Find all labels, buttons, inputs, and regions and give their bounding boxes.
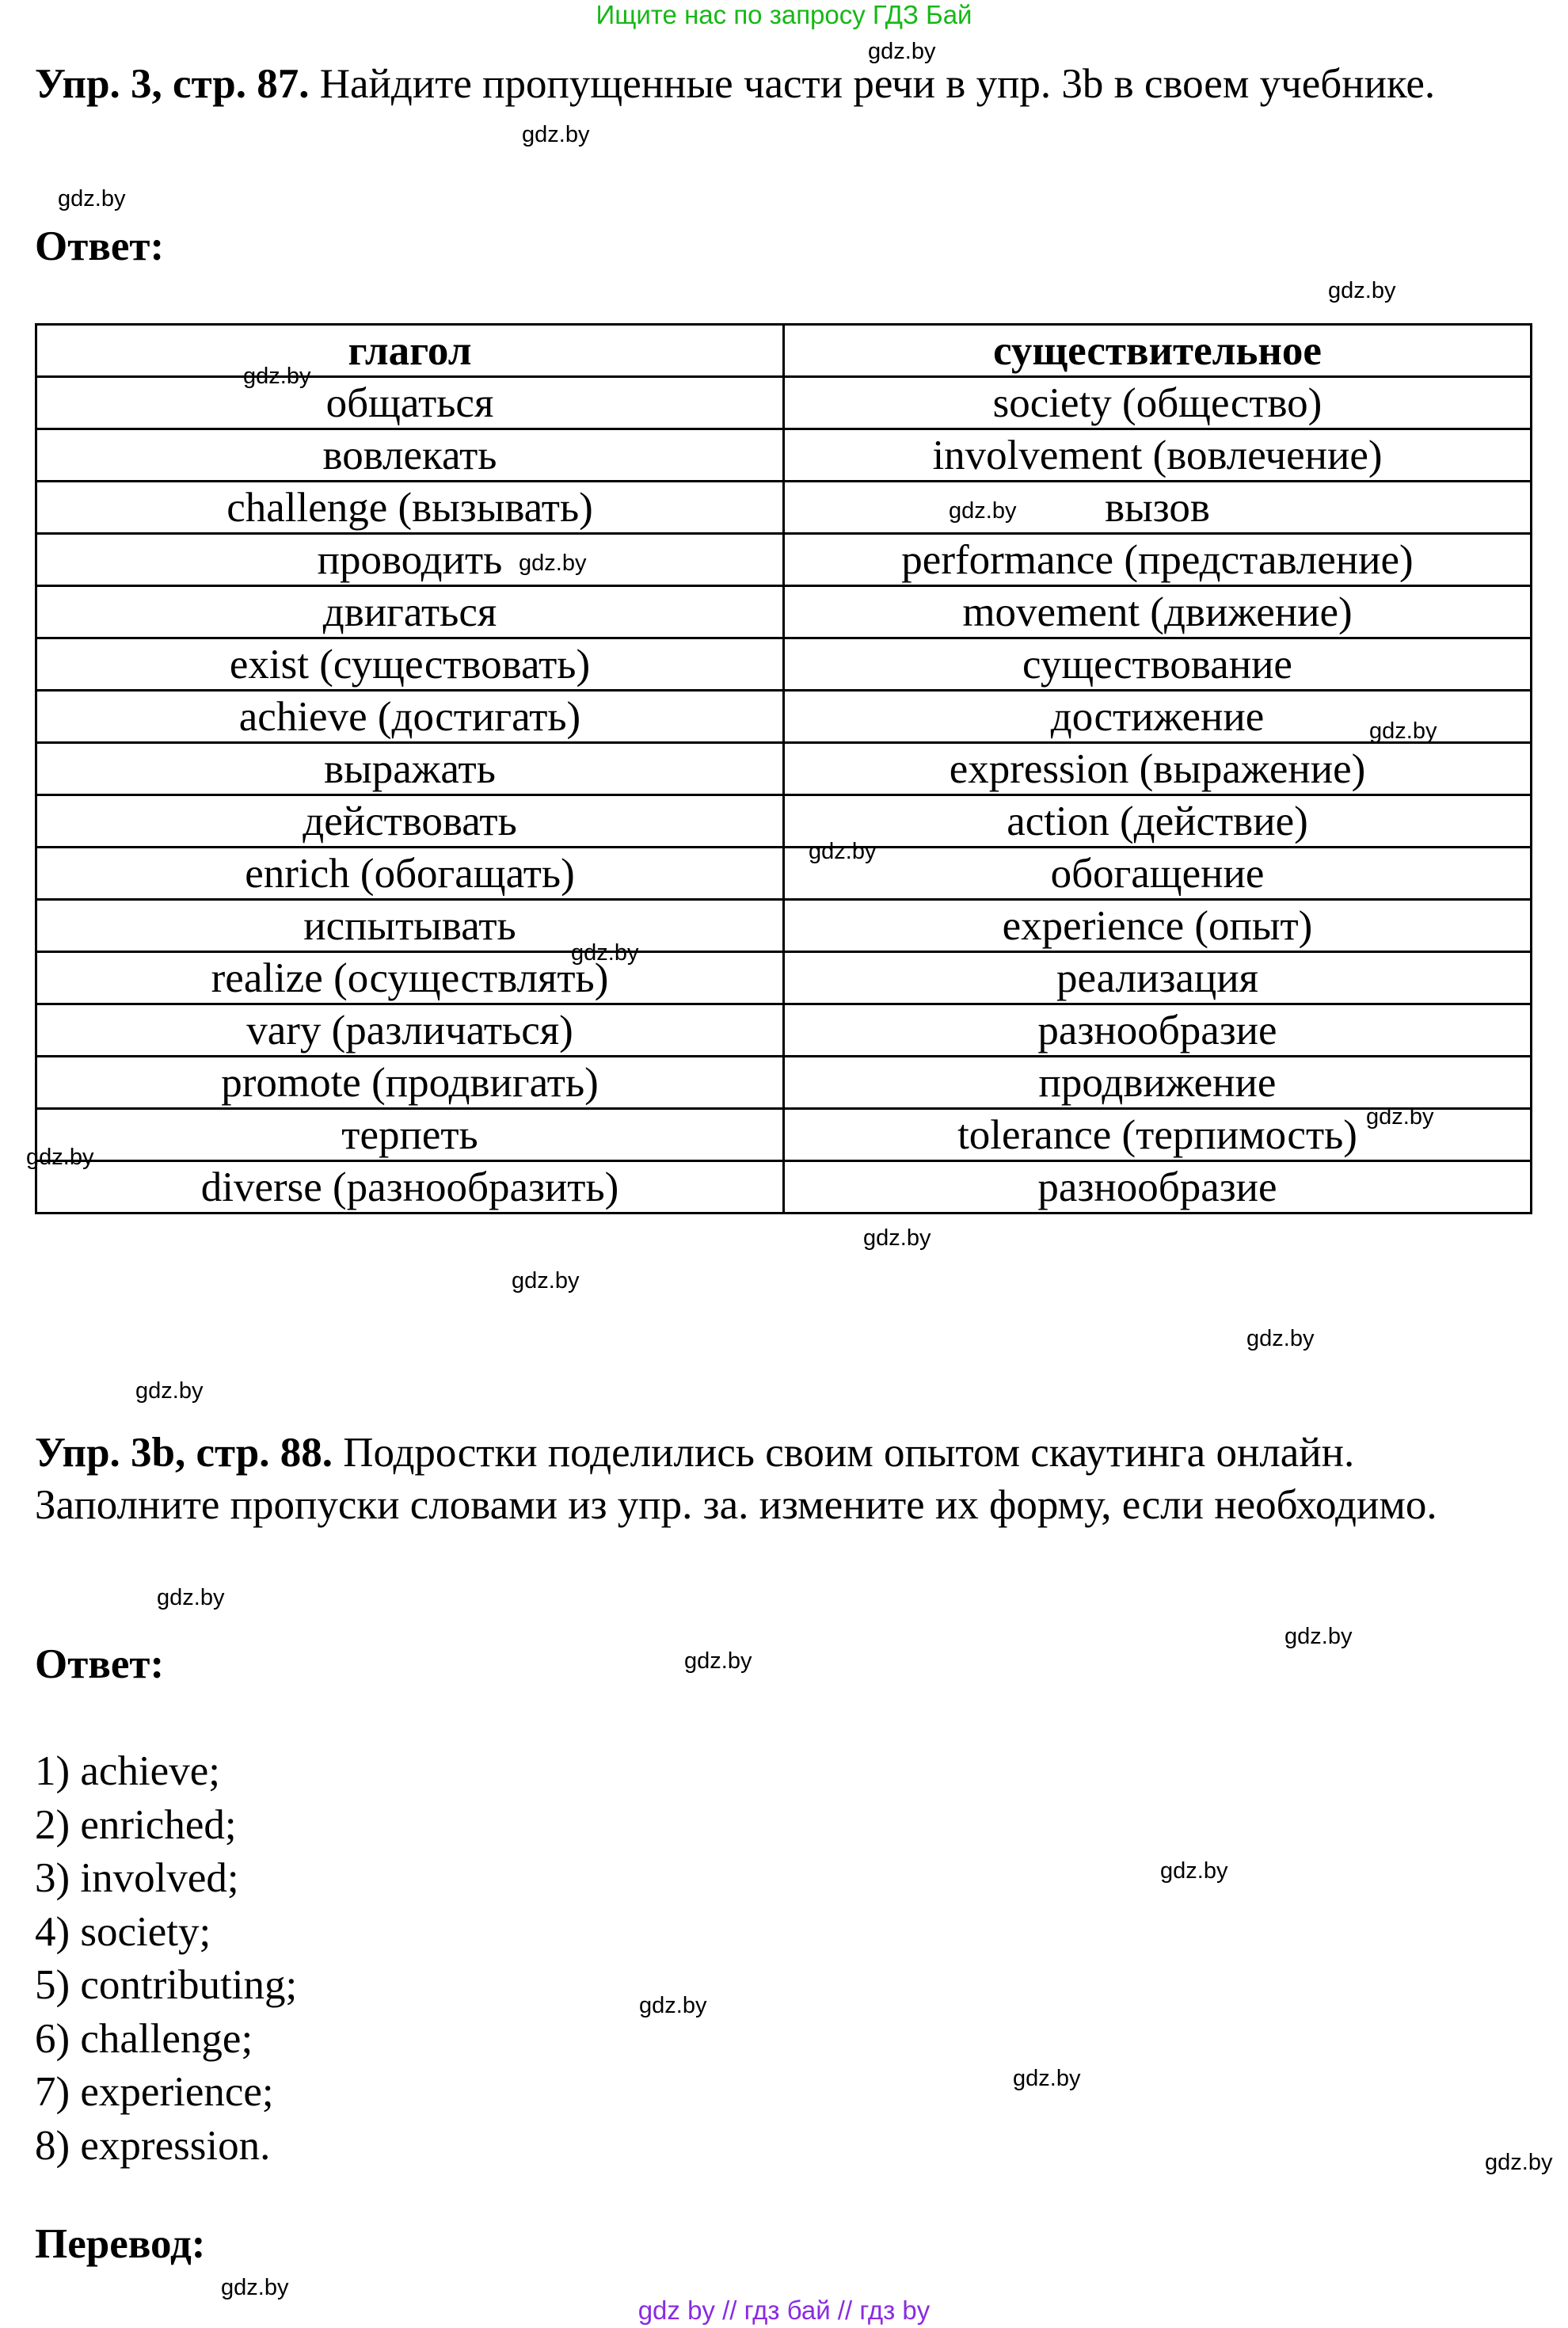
list-item: 4) society; bbox=[35, 1908, 211, 1955]
noun-cell: разнообразие bbox=[784, 1161, 1532, 1214]
watermark: gdz.by bbox=[26, 1145, 94, 1170]
verb-cell: vary (различаться) bbox=[36, 1004, 784, 1057]
list-item: 6) challenge; bbox=[35, 2015, 253, 2062]
header-noun: существительное bbox=[784, 325, 1532, 377]
watermark: gdz.by bbox=[1246, 1326, 1315, 1351]
watermark: gdz.by bbox=[1160, 1858, 1228, 1884]
noun-cell: достижение bbox=[784, 691, 1532, 743]
table-row bbox=[36, 1004, 1532, 1057]
exercise-1-title: Упр. 3, стр. 87. bbox=[35, 61, 310, 107]
verb-cell: promote (продвигать) bbox=[36, 1057, 784, 1109]
exercise-1-statement bbox=[35, 58, 1539, 110]
watermark: gdz.by bbox=[58, 186, 126, 211]
list-item: 7) experience; bbox=[35, 2069, 274, 2115]
verb-cell: challenge (вызывать) bbox=[36, 482, 784, 534]
noun-cell: experience (опыт) bbox=[784, 900, 1532, 952]
list-item: 3) involved; bbox=[35, 1855, 239, 1901]
watermark: gdz.by bbox=[1013, 2066, 1081, 2091]
exercise-1-text: Найдите пропущенные части речи в упр. 3b в своем учебнике. bbox=[319, 61, 1436, 107]
bottom-links[interactable]: gdz by // гдз бай // гдз by bbox=[637, 2296, 931, 2325]
noun-cell: обогащение bbox=[784, 848, 1532, 900]
watermark: gdz.by bbox=[512, 1268, 580, 1294]
exercise-2-title: Упр. 3b, стр. 88. bbox=[35, 1430, 333, 1476]
noun-cell: society (общество) bbox=[784, 377, 1532, 429]
watermark: gdz.by bbox=[868, 39, 936, 64]
watermark: gdz.by bbox=[522, 122, 590, 147]
table-row bbox=[36, 534, 1532, 586]
verb-cell: проводить bbox=[36, 534, 784, 586]
noun-cell: разнообразие bbox=[784, 1004, 1532, 1057]
noun-cell: реализация bbox=[784, 952, 1532, 1004]
exercise-2-statement bbox=[35, 1427, 1539, 1531]
table-row bbox=[36, 1161, 1532, 1214]
watermark: gdz.by bbox=[135, 1378, 204, 1404]
watermark: gdz.by bbox=[571, 940, 639, 966]
watermark: gdz.by bbox=[949, 498, 1017, 524]
noun-cell: action (действие) bbox=[784, 795, 1532, 848]
verb-cell: терпеть bbox=[36, 1109, 784, 1161]
verb-cell: realize (осуществлять) bbox=[36, 952, 784, 1004]
watermark: gdz.by bbox=[1485, 2150, 1553, 2175]
watermark: gdz.by bbox=[809, 839, 877, 864]
table-row bbox=[36, 586, 1532, 638]
table-row bbox=[36, 482, 1532, 534]
watermark: gdz.by bbox=[639, 1993, 707, 2018]
noun-cell: performance (представление) bbox=[784, 534, 1532, 586]
translation-label: Перевод: bbox=[35, 2221, 206, 2267]
noun-cell: movement (движение) bbox=[784, 586, 1532, 638]
table-row bbox=[36, 795, 1532, 848]
exercise-2-text: Подростки поделились своим опытом скаутинга онлайн. Заполните пропуски словами из упр. за. измените их форму, если необходимо. bbox=[35, 1430, 1437, 1528]
table-row bbox=[36, 1057, 1532, 1109]
watermark: gdz.by bbox=[157, 1585, 225, 1610]
list-item: 5) contributing; bbox=[35, 1962, 298, 2008]
table-row bbox=[36, 848, 1532, 900]
watermark: gdz.by bbox=[1369, 718, 1437, 744]
verb-cell: diverse (разнообразить) bbox=[36, 1161, 784, 1214]
watermark: gdz.by bbox=[243, 364, 311, 389]
watermark: gdz.by bbox=[221, 2275, 289, 2300]
table-row bbox=[36, 952, 1532, 1004]
verb-cell: испытывать bbox=[36, 900, 784, 952]
table-row bbox=[36, 900, 1532, 952]
table-row bbox=[36, 429, 1532, 482]
watermark: gdz.by bbox=[684, 1648, 752, 1674]
exercise-1-answer-label: Ответ: bbox=[35, 223, 165, 269]
verb-cell: exist (существовать) bbox=[36, 638, 784, 691]
watermark: gdz.by bbox=[1366, 1104, 1434, 1130]
watermark: gdz.by bbox=[1328, 278, 1396, 303]
list-item: 8) expression. bbox=[35, 2122, 271, 2169]
noun-cell: tolerance (терпимость) bbox=[784, 1109, 1532, 1161]
watermark: gdz.by bbox=[519, 551, 587, 576]
noun-cell: продвижение bbox=[784, 1057, 1532, 1109]
table-row bbox=[36, 691, 1532, 743]
noun-cell: вызов bbox=[784, 482, 1532, 534]
list-item: 2) enriched; bbox=[35, 1801, 237, 1848]
watermark: gdz.by bbox=[863, 1225, 931, 1251]
verb-cell: двигаться bbox=[36, 586, 784, 638]
noun-cell: involvement (вовлечение) bbox=[784, 429, 1532, 482]
table-row bbox=[36, 638, 1532, 691]
verb-cell: achieve (достигать) bbox=[36, 691, 784, 743]
answers-list bbox=[35, 1745, 297, 2173]
table-row bbox=[36, 743, 1532, 795]
header-verb: глагол bbox=[36, 325, 784, 377]
top-search-banner[interactable]: Ищите нас по запросу ГДЗ Бай bbox=[596, 0, 972, 29]
noun-cell: expression (выражение) bbox=[784, 743, 1532, 795]
table-row bbox=[36, 1109, 1532, 1161]
list-item: 1) achieve; bbox=[35, 1748, 220, 1794]
verb-cell: выражать bbox=[36, 743, 784, 795]
exercise-2-answer-label: Ответ: bbox=[35, 1641, 165, 1687]
verb-cell: вовлекать bbox=[36, 429, 784, 482]
parts-of-speech-table bbox=[35, 323, 1532, 1214]
verb-cell: общаться bbox=[36, 377, 784, 429]
verb-cell: enrich (обогащать) bbox=[36, 848, 784, 900]
verb-cell: действовать bbox=[36, 795, 784, 848]
watermark: gdz.by bbox=[1284, 1624, 1353, 1649]
noun-cell: существование bbox=[784, 638, 1532, 691]
